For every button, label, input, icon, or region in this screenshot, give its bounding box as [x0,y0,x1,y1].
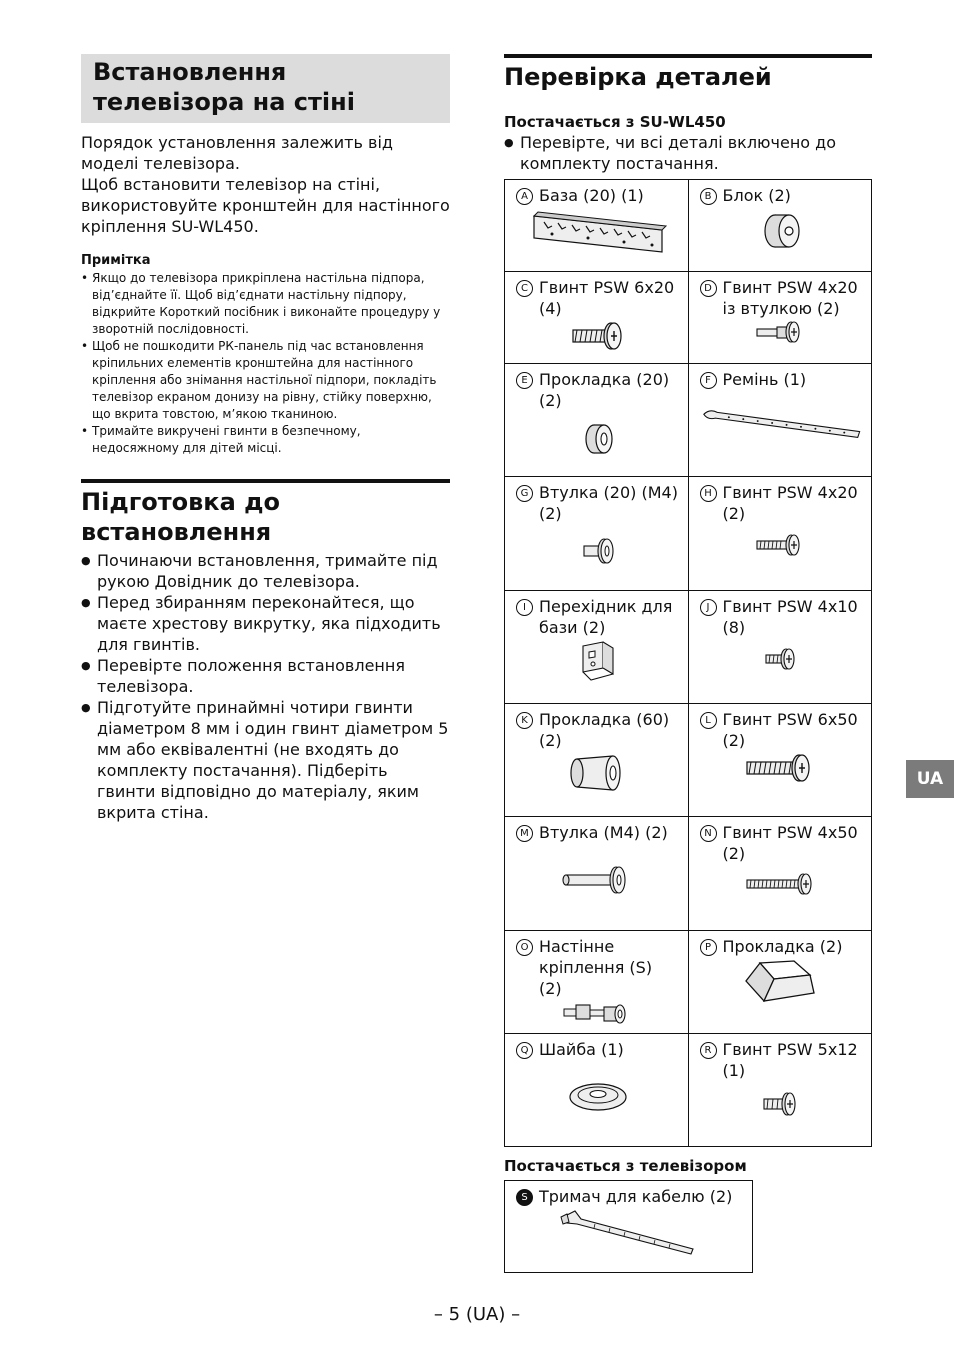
letter-f-icon: F [700,372,717,389]
part-label: Прокладка (60) (2) [539,710,670,750]
wall-mount-icon [516,999,680,1029]
supplied-bullet-list [504,132,872,174]
adapter-icon [516,638,680,684]
part-label: База (20) (1) [539,186,644,205]
note-item: • Якщо до телевізора прикріплена настільна підпора, від’єднайте її. Щоб від’єднати настільну підпору, відкрийте Короткий посібник і виконайте процедуру у зворотній послідовності. [81,270,450,338]
screw-icon [700,751,864,787]
language-tab: UA [906,760,954,798]
right-column [504,54,872,1273]
letter-n-icon: N [700,825,717,842]
note-item: • Щоб не пошкодити РК-панель під час встановлення кріпильних елементів кронштейна для настінного кріплення або знімання настільної підпори, покладіть телевізор екраном донизу на рівну, стійку поверхню, що вкрита товстою, м’якою тканиною. [81,338,450,423]
part-label: Втулка (20) (M4) (2) [539,483,678,523]
part-label: Шайба (1) [539,1040,624,1059]
screw-icon [700,532,864,558]
letter-b-icon: B [700,188,717,205]
section-title-preparation: Підготовка до встановлення [81,479,450,547]
part-label: Втулка (M4) (2) [539,823,668,842]
part-label: Блок (2) [722,186,791,205]
part-label: Гвинт PSW 5x12 (1) [722,1040,858,1080]
part-cell-l [688,704,872,817]
part-label: Гвинт PSW 6x50 (2) [722,710,858,750]
spacer-icon [516,751,680,795]
letter-i-icon: I [516,599,533,616]
spacer-icon [516,419,680,459]
part-cell-d [688,272,872,364]
washer-icon [516,1080,680,1114]
collar-icon [516,863,680,897]
screw-icon [700,870,864,898]
left-column [81,54,450,823]
intro-paragraph-1: Порядок установлення залежить від моделі телевізора. [81,133,393,173]
note-item: • Тримайте викручені гвинти в безпечному, недосяжному для дітей місці. [81,423,450,457]
letter-l-icon: L [700,712,717,729]
letter-c-icon: C [516,280,533,297]
letter-o-icon: O [516,939,533,956]
part-cell-c [505,272,689,364]
parts-table [504,179,872,1147]
part-label: Прокладка (2) [722,937,843,956]
part-cell-n [688,817,872,931]
letter-r-icon: R [700,1042,717,1059]
part-cell-b [688,180,872,272]
pad-icon [700,957,864,1005]
preparation-item: ● Перевірте положення встановлення телевізора. [81,655,450,697]
letter-a-icon: A [516,188,533,205]
screw-icon [700,646,864,672]
letter-g-icon: G [516,485,533,502]
part-label: Гвинт PSW 6x20 (4) [539,278,675,318]
base-bracket-icon [516,206,680,262]
screw-icon [700,319,864,345]
letter-m-icon: M [516,825,533,842]
part-label: Гвинт PSW 4x50 (2) [722,823,858,863]
part-cell-f [688,364,872,477]
letter-p-icon: P [700,939,717,956]
part-cell-r [688,1034,872,1147]
part-label: Тримач для кабелю (2) [539,1187,733,1206]
screw-icon [516,319,680,355]
section-title-parts-check: Перевірка деталей [504,54,872,92]
preparation-list [81,550,450,823]
letter-h-icon: H [700,485,717,502]
preparation-item: ● Підготуйте принаймні чотири гвинти діаметром 8 мм і один гвинт діаметром 5 мм або еквівалентні (не входять до комплекту постачання). Підберіть гвинти відповідно до матеріалу, яким вкрита стіна. [81,697,450,823]
part-cell-j [688,591,872,704]
part-label: Гвинт PSW 4x10 (8) [722,597,858,637]
collar-icon [516,536,680,566]
cable-holder-icon [516,1207,744,1257]
supplied-with-bracket-title: Постачається з SU-WL450 [504,113,726,131]
section-title-wall-mount: Встановлення телевізора на стіні [81,54,450,123]
part-cell-h [688,477,872,591]
part-cell-p [688,931,872,1034]
part-cell-i [505,591,689,704]
part-cell-s [505,1181,753,1273]
part-cell-q [505,1034,689,1147]
part-label: Гвинт PSW 4x20 із втулкою (2) [722,278,858,318]
screw-icon [700,1089,864,1119]
page-number: – 5 (UA) – [433,1304,521,1325]
letter-k-icon: K [516,712,533,729]
note-list [81,270,450,457]
part-cell-g [505,477,689,591]
preparation-item: ● Перед збиранням переконайтеся, що маєте хрестову викрутку, яка підходить для гвинтів. [81,592,450,655]
belt-icon [700,402,864,442]
part-label: Ремінь (1) [722,370,807,389]
supplied-bullet: ● Перевірте, чи всі деталі включено до комплекту постачання. [504,132,872,174]
letter-e-icon: E [516,372,533,389]
part-cell-a [505,180,689,272]
part-cell-m [505,817,689,931]
letter-d-icon: D [700,280,717,297]
letter-q-icon: Q [516,1042,533,1059]
supplied-with-tv-title: Постачається з телевізором [504,1157,747,1175]
part-cell-o [505,931,689,1034]
part-label: Перехідник для бази (2) [539,597,673,637]
part-cell-k [505,704,689,817]
note-title: Примітка [81,253,151,268]
part-cell-e [505,364,689,477]
part-label: Настінне кріплення (S) (2) [539,937,653,998]
block-icon [700,206,864,256]
intro-paragraph-2: Щоб встановити телевізор на стіні, використовуйте кронштейн для настінного кріплення SU-WL450. [81,175,450,236]
preparation-item: ● Починаючи встановлення, тримайте під рукою Довідник до телевізора. [81,550,450,592]
letter-s-icon: S [516,1189,533,1206]
letter-j-icon: J [700,599,717,616]
part-label: Прокладка (20) (2) [539,370,670,410]
part-label: Гвинт PSW 4x20 (2) [722,483,858,523]
tv-parts-table [504,1180,753,1273]
